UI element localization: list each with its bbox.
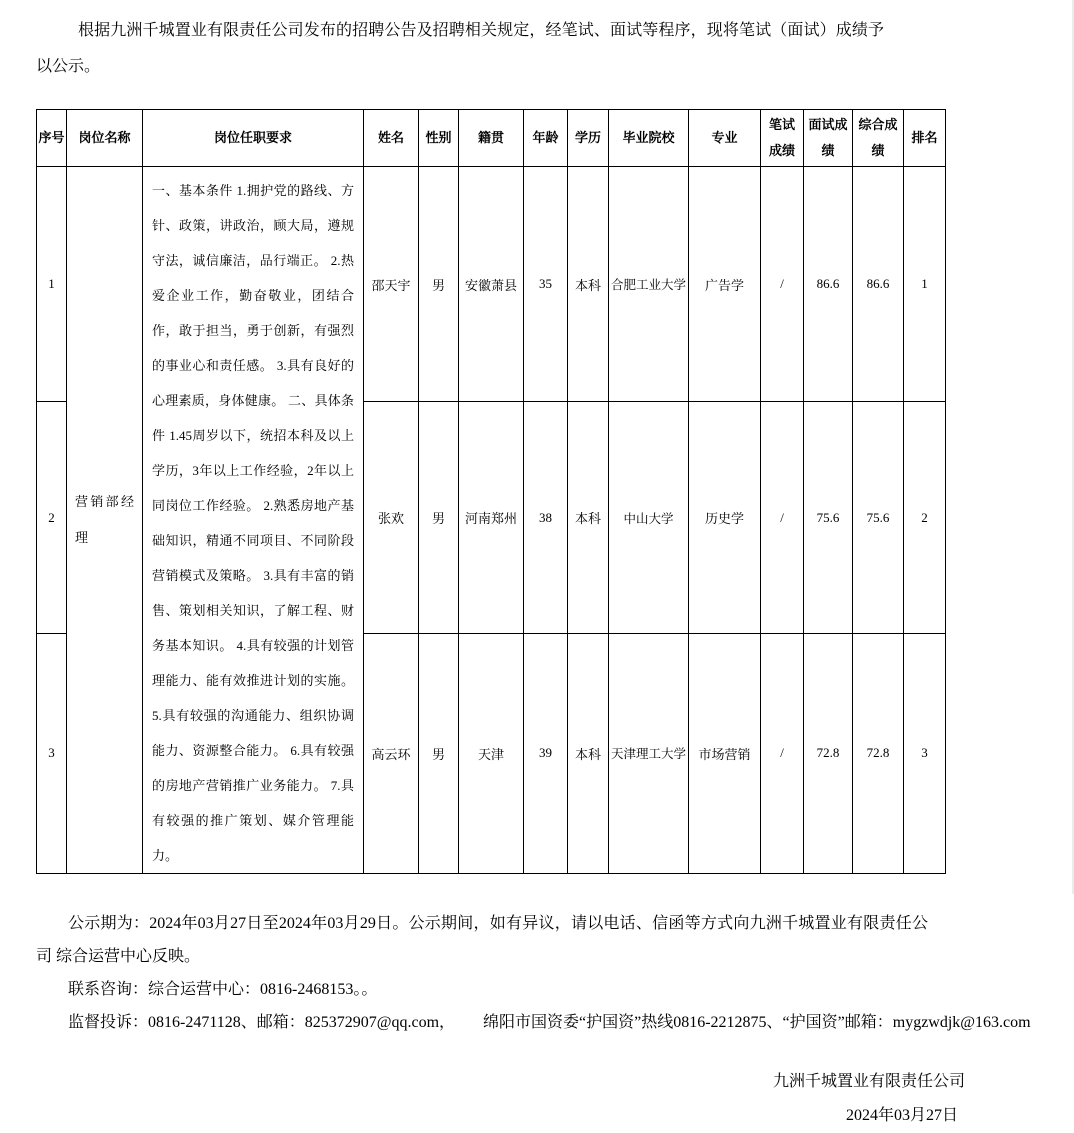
cell-overall-score: 75.6 — [853, 402, 904, 634]
cell-major: 历史学 — [689, 402, 761, 634]
cell-rank: 1 — [904, 167, 946, 402]
header-age: 年龄 — [524, 110, 568, 167]
header-seq: 序号 — [37, 110, 67, 167]
header-requirements: 岗位任职要求 — [143, 110, 364, 167]
cell-name: 张欢 — [364, 402, 419, 634]
cell-name: 邵天宇 — [364, 167, 419, 402]
cell-overall-score: 86.6 — [853, 167, 904, 402]
header-gender: 性别 — [419, 110, 459, 167]
cell-education: 本科 — [568, 167, 609, 402]
cell-education: 本科 — [568, 633, 609, 873]
header-interview-score: 面试成绩 — [804, 110, 853, 167]
header-overall-score: 综合成绩 — [853, 110, 904, 167]
header-major: 专业 — [689, 110, 761, 167]
signature-block — [36, 1065, 1038, 1133]
company-name: 九洲千城置业有限责任公司 — [772, 1073, 965, 1090]
cell-major: 广告学 — [689, 167, 761, 402]
cell-written-score: / — [761, 167, 804, 402]
cell-position: 营销部经理 — [67, 167, 143, 874]
cell-age: 38 — [524, 402, 568, 634]
notice-date: 2024年03月27日 — [845, 1107, 958, 1124]
cell-interview-score: 75.6 — [804, 402, 853, 634]
cell-gender: 男 — [419, 402, 459, 634]
cell-seq: 2 — [37, 402, 67, 634]
intro-paragraph: 根据九洲千城置业有限责任公司发布的招聘公告及招聘相关规定，经笔试、面试等程序，现将笔试（面试）成绩予以公示。 — [36, 22, 884, 75]
cell-interview-score: 72.8 — [804, 633, 853, 873]
cell-seq: 3 — [37, 633, 67, 873]
cell-major: 市场营销 — [689, 633, 761, 873]
cell-hometown: 天津 — [459, 633, 524, 873]
cell-school: 合肥工业大学 — [609, 167, 689, 402]
header-school: 毕业院校 — [609, 110, 689, 167]
cell-gender: 男 — [419, 167, 459, 402]
header-name: 姓名 — [364, 110, 419, 167]
cell-hometown: 河南郑州 — [459, 402, 524, 634]
cell-interview-score: 86.6 — [804, 167, 853, 402]
cell-written-score: / — [761, 633, 804, 873]
cell-overall-score: 72.8 — [853, 633, 904, 873]
header-position: 岗位名称 — [67, 110, 143, 167]
cell-education: 本科 — [568, 402, 609, 634]
supervision-line: 监督投诉：0816-2471128、邮箱：825372907@qq.com， 绵阳市国资委“护国资”热线0816-2212875、“护国资”邮箱：mygzwdjk@163.com — [68, 1014, 1031, 1031]
cell-school: 中山大学 — [609, 402, 689, 634]
notice-period-paragraph: 公示期为：2024年03月27日至2024年03月29日。公示期间，如有异议，请以电话、信函等方式向九洲千城置业有限责任公司 综合运营中心反映。 — [36, 915, 928, 965]
table-row — [37, 167, 946, 402]
cell-school: 天津理工大学 — [609, 633, 689, 873]
header-education: 学历 — [568, 110, 609, 167]
cell-hometown: 安徽萧县 — [459, 167, 524, 402]
cell-rank: 2 — [904, 402, 946, 634]
cell-age: 35 — [524, 167, 568, 402]
cell-seq: 1 — [37, 167, 67, 402]
cell-name: 高云环 — [364, 633, 419, 873]
contact-line: 联系咨询：综合运营中心：0816-2468153。。 — [68, 981, 378, 998]
header-hometown: 籍贯 — [459, 110, 524, 167]
cell-rank: 3 — [904, 633, 946, 873]
header-written-score: 笔试成绩 — [761, 110, 804, 167]
cell-age: 39 — [524, 633, 568, 873]
results-table — [36, 109, 946, 874]
header-rank: 排名 — [904, 110, 946, 167]
footer-block — [36, 907, 1038, 1133]
cell-written-score: / — [761, 402, 804, 634]
table-header-row — [37, 110, 946, 167]
cell-gender: 男 — [419, 633, 459, 873]
cell-requirements: 一、基本条件 1.拥护党的路线、方针、政策，讲政治，顾大局，遵规守法，诚信廉洁，品行端正。 2.热爱企业工作，勤奋敬业，团结合作，敢于担当，勇于创新，有强烈的事业心和责任感。 3.具有良好的心理素质，身体健康。 二、具体条件 1.45周岁以下，统招本科及以上学历，3年以上工作经验，2年以上同岗位工作经验。 2.熟悉房地产基础知识，精通不同项目、不同阶段营销模式及策略。 3.具有丰富的销售、策划相关知识，了解工程、财务基本知识。 4.具有较强的计划管理能力、能有效推进计划的实施。 5.具有较强的沟通能力、组织协调能力、资源整合能力。 6.具有较强的房地产营销推广业务能力。 7.具有较强的推广策划、媒介管理能力。 — [143, 167, 364, 874]
